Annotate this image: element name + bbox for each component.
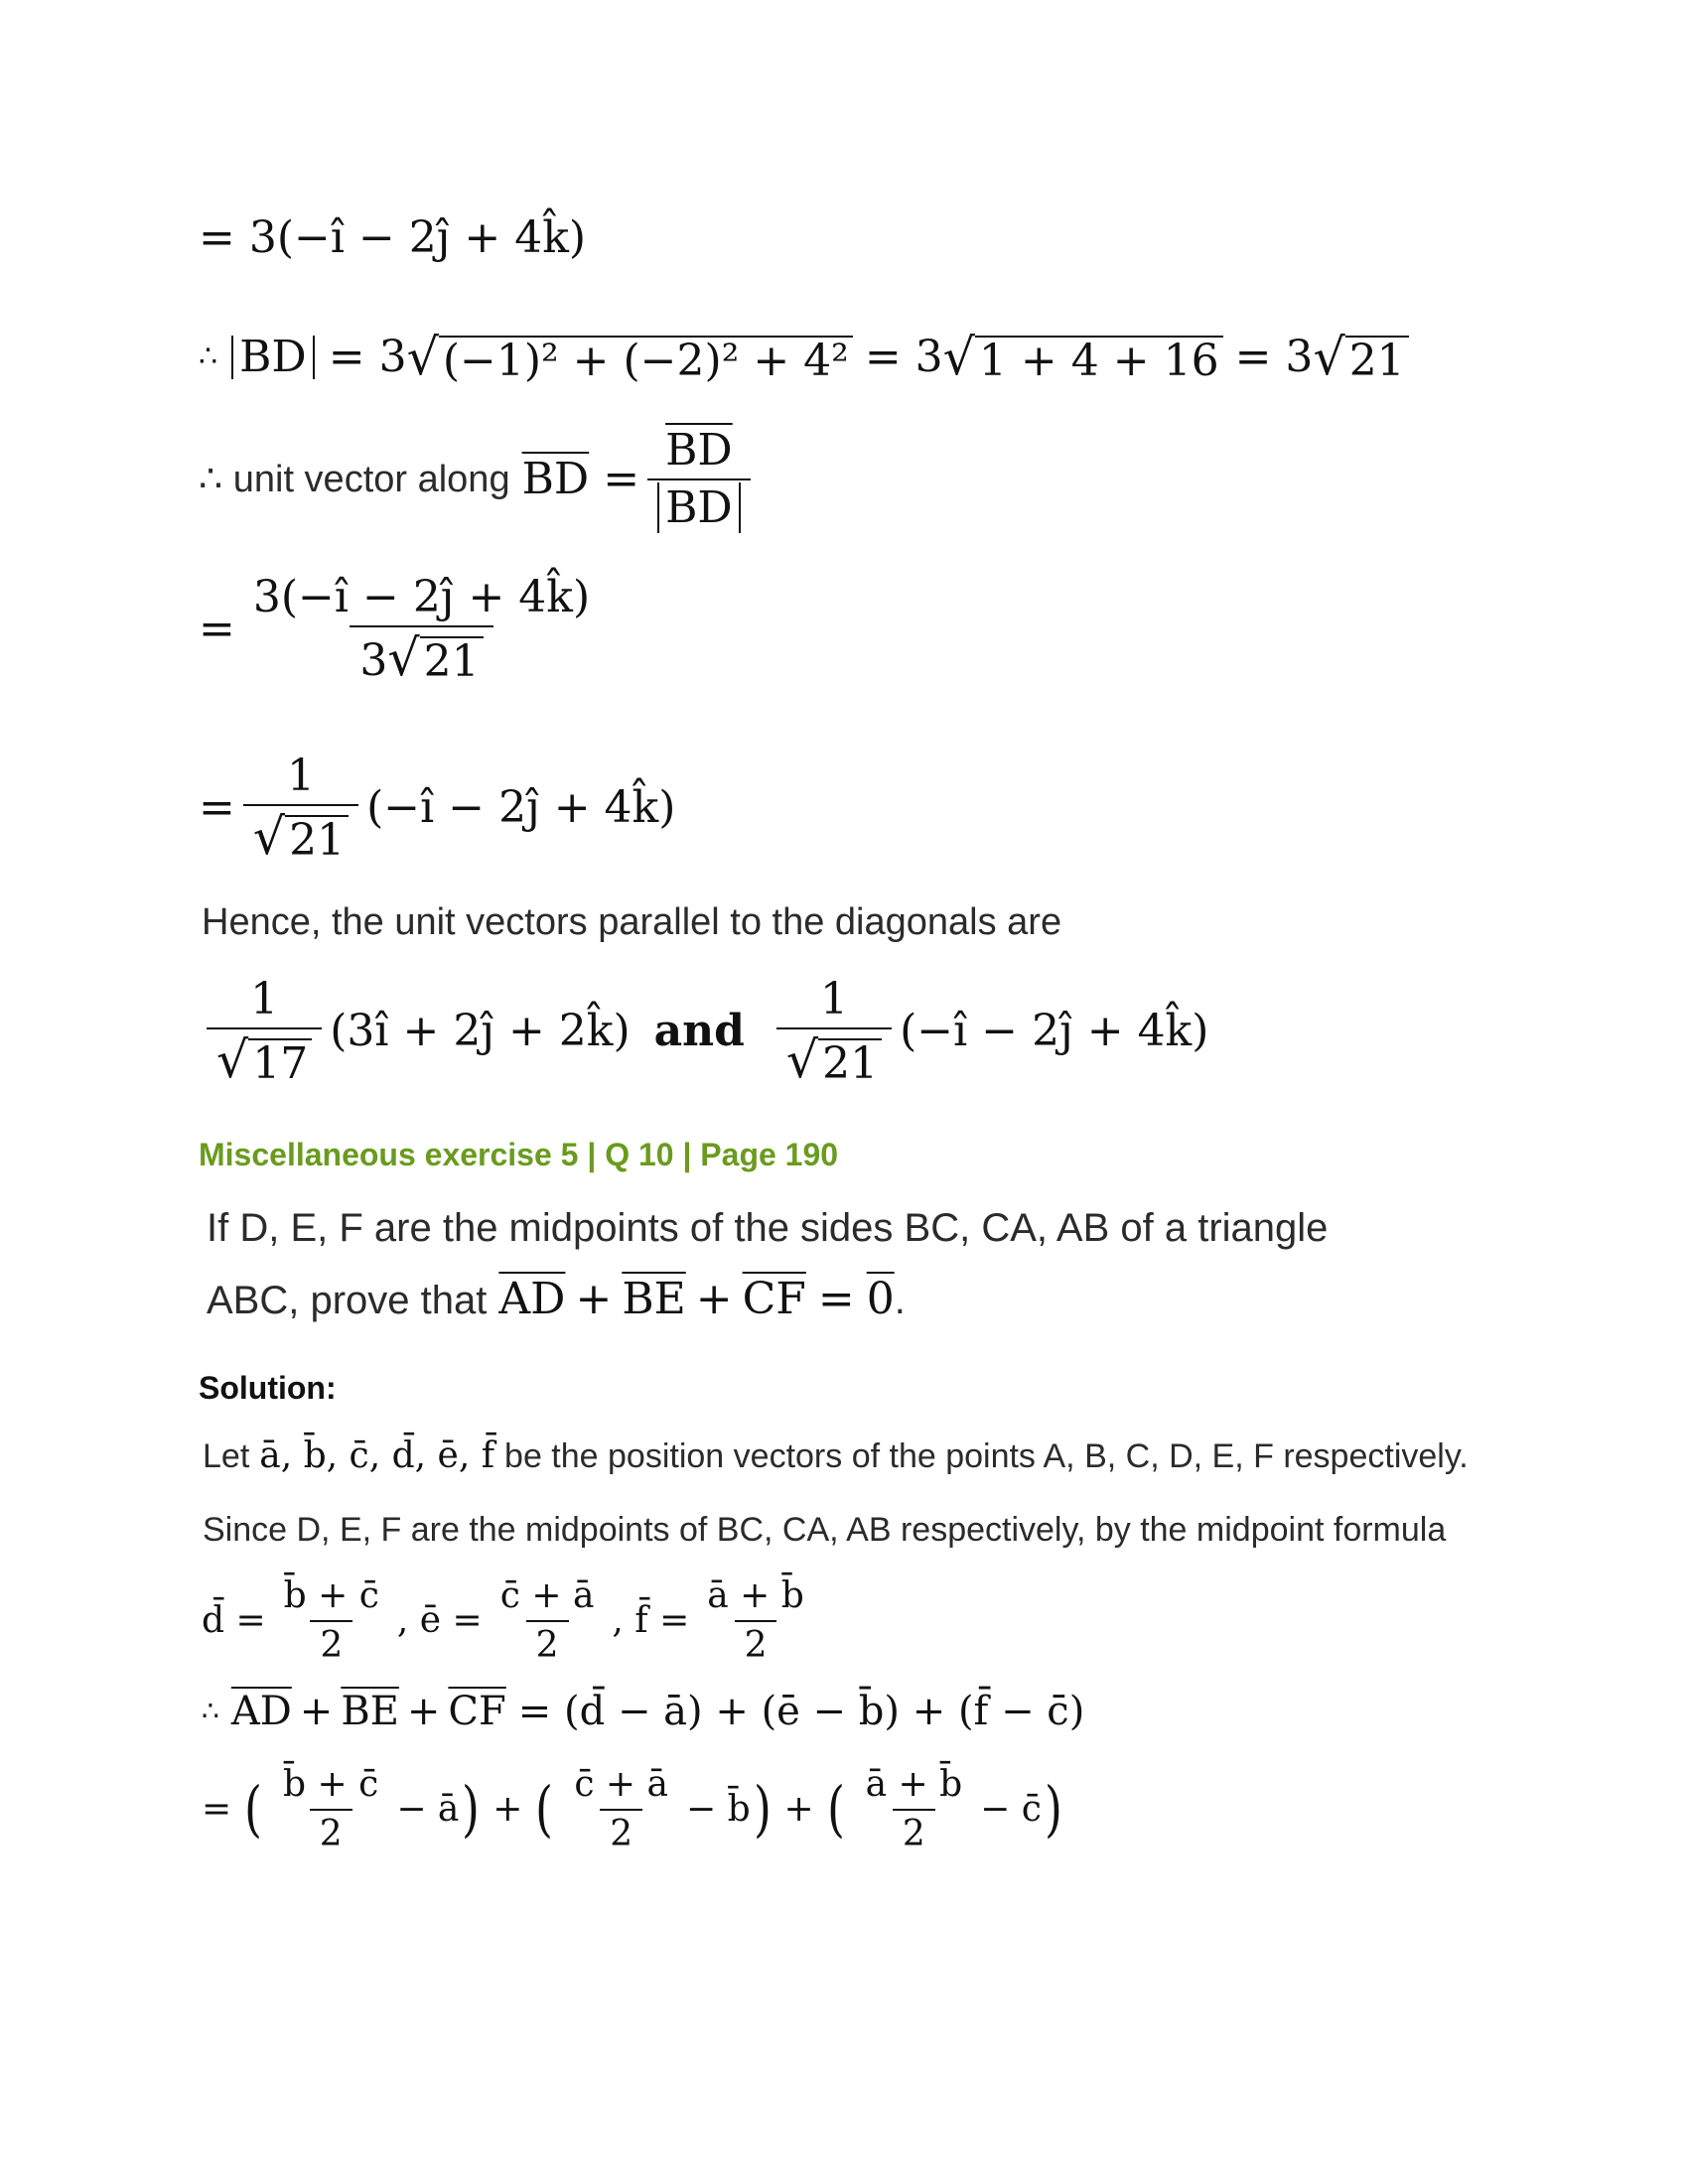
eq-part-a: = 3 bbox=[328, 332, 407, 383]
result-unit-vectors bbox=[199, 974, 1209, 1089]
vector-sum-line: ∴ $\overline{AD}$ + $\overline{BE}$ + $\overline{CF}$ = (d̄ − ā) + (ē − b̄) + (f̄ − c̄) bbox=[202, 1689, 1085, 1734]
vector-expression-2: (−î − 2ĵ + 4k̂) bbox=[900, 1006, 1209, 1057]
fraction-e: $\frac{c̄ + ā}{2}$ bbox=[499, 1575, 595, 1666]
fraction-d: $\frac{b̄ + c̄}{2}$ bbox=[283, 1575, 379, 1666]
radical-1: √ (−1)² + (−2)² + 4² bbox=[407, 333, 853, 383]
e-equals: , ē = bbox=[396, 1600, 483, 1641]
fraction-term-3: $\frac{ā + b̄}{2}$ bbox=[865, 1764, 963, 1854]
radical-2-arg: 1 + 4 + 16 bbox=[975, 336, 1223, 383]
fraction-numerator: 3(−î − 2ĵ + 4k̂) bbox=[252, 572, 591, 622]
vector-bd: $\overline{BD}$ bbox=[521, 454, 590, 504]
unit-vector-definition bbox=[199, 425, 759, 533]
radical-3-arg: 21 bbox=[1345, 336, 1409, 383]
unit-vector-simplified bbox=[199, 751, 676, 866]
unit-vector-fraction bbox=[199, 572, 608, 687]
radical-2: √ 1 + 4 + 16 bbox=[943, 333, 1223, 383]
vector-sum-expanded: = ( $\frac{b̄ + c̄}{2}$ − ā ) + ( $\frac{c̄ + ā}{2}$ − b̄ ) + ( $\frac{ā + b̄}{2}$ − c̄ ) bbox=[202, 1764, 1062, 1854]
equals-sign: = bbox=[199, 782, 235, 834]
vector-be: $\overline{BE}$ bbox=[341, 1689, 399, 1734]
vector-be: $\overline{BE}$ bbox=[622, 1274, 686, 1324]
position-vectors: ā, b̄, c̄, d̄, ē, f̄ bbox=[259, 1435, 495, 1476]
radical-3: √ 21 bbox=[1313, 333, 1408, 383]
zero-vector: 0 bbox=[866, 1274, 895, 1324]
therefore-symbol: ∴ bbox=[199, 340, 218, 375]
equals-sign: = bbox=[603, 454, 640, 504]
denominator-radical: 21 bbox=[285, 815, 349, 863]
fraction-one-over-root21: 1 √ 21 bbox=[776, 978, 892, 1086]
and-word: and bbox=[653, 1006, 745, 1057]
equation-line-1 bbox=[199, 212, 587, 263]
unit-vector-label: ∴ unit vector along bbox=[199, 459, 510, 500]
fraction-numerator: $\overline{BD}$ bbox=[665, 425, 733, 476]
equation-magnitude-bd bbox=[199, 328, 1409, 386]
vector-cf: $\overline{CF}$ bbox=[742, 1274, 806, 1324]
midpoint-formulas bbox=[202, 1575, 822, 1666]
d-equals: d̄ = bbox=[202, 1600, 266, 1641]
exercise-heading: Miscellaneous exercise 5 | Q 10 | Page 190 bbox=[199, 1137, 839, 1172]
question-line-1: If D, E, F are the midpoints of the sides BC, CA, AB of a triangle bbox=[207, 1206, 1329, 1250]
fraction-one-over-root: 1 √ 21 bbox=[243, 754, 358, 863]
question-prefix: ABC, prove that bbox=[207, 1279, 488, 1322]
fraction-term-1: $\frac{b̄ + c̄}{2}$ bbox=[283, 1764, 379, 1854]
abs-bd: BD bbox=[231, 336, 315, 379]
fraction-bd-over-abs bbox=[647, 425, 751, 533]
sum-rhs: = (d̄ − ā) + (ē − b̄) + (f̄ − c̄) bbox=[517, 1689, 1085, 1734]
vector-ad: $\overline{AD}$ bbox=[230, 1689, 292, 1734]
vector-ad: $\overline{AD}$ bbox=[498, 1274, 566, 1324]
solution-paragraph-1: Let ā, b̄, c̄, d̄, ē, f̄ be the position vectors of the points A, B, C, D, E, F respectively. bbox=[203, 1435, 1469, 1476]
eq-part-c: = 3 bbox=[1234, 332, 1314, 383]
fraction-vector-over-magnitude: 3(−î − 2ĵ + 4k̂) 3 √ 21 bbox=[243, 576, 600, 684]
question-line-2: ABC, prove that $\overline{AD}$ + $\overline{BE}$ + $\overline{CF}$ = 0 . bbox=[207, 1274, 906, 1324]
fraction-f: $\frac{ā + b̄}{2}$ bbox=[707, 1575, 804, 1666]
vector-cf: $\overline{CF}$ bbox=[448, 1689, 506, 1734]
eq-part-b: = 3 bbox=[864, 332, 943, 383]
solution-paragraph-2: Since D, E, F are the midpoints of BC, CA, AB respectively, by the midpoint formula bbox=[203, 1511, 1447, 1549]
fraction-denominator: BD bbox=[657, 482, 741, 533]
denominator-radical: 21 bbox=[420, 636, 484, 684]
fraction-term-2: $\frac{c̄ + ā}{2}$ bbox=[574, 1764, 668, 1854]
conclusion-text: Hence, the unit vectors parallel to the diagonals are bbox=[202, 901, 1062, 943]
solution-label: Solution: bbox=[199, 1370, 337, 1406]
fraction-one-over-root17: 1 √ 17 bbox=[207, 978, 322, 1086]
f-equals: , f̄ = bbox=[612, 1600, 690, 1641]
equals-sign: = bbox=[199, 604, 235, 655]
denominator-coefficient: 3 bbox=[359, 635, 388, 686]
vector-expression-1: (3î + 2ĵ + 2k̂) bbox=[330, 1006, 631, 1057]
equation-text: = 3(−î − 2ĵ + 4k̂) bbox=[199, 212, 587, 263]
radical-1-arg: (−1)² + (−2)² + 4² bbox=[439, 336, 853, 383]
fraction-numerator: 1 bbox=[287, 751, 315, 801]
vector-expression: (−î − 2ĵ + 4k̂) bbox=[366, 782, 676, 834]
